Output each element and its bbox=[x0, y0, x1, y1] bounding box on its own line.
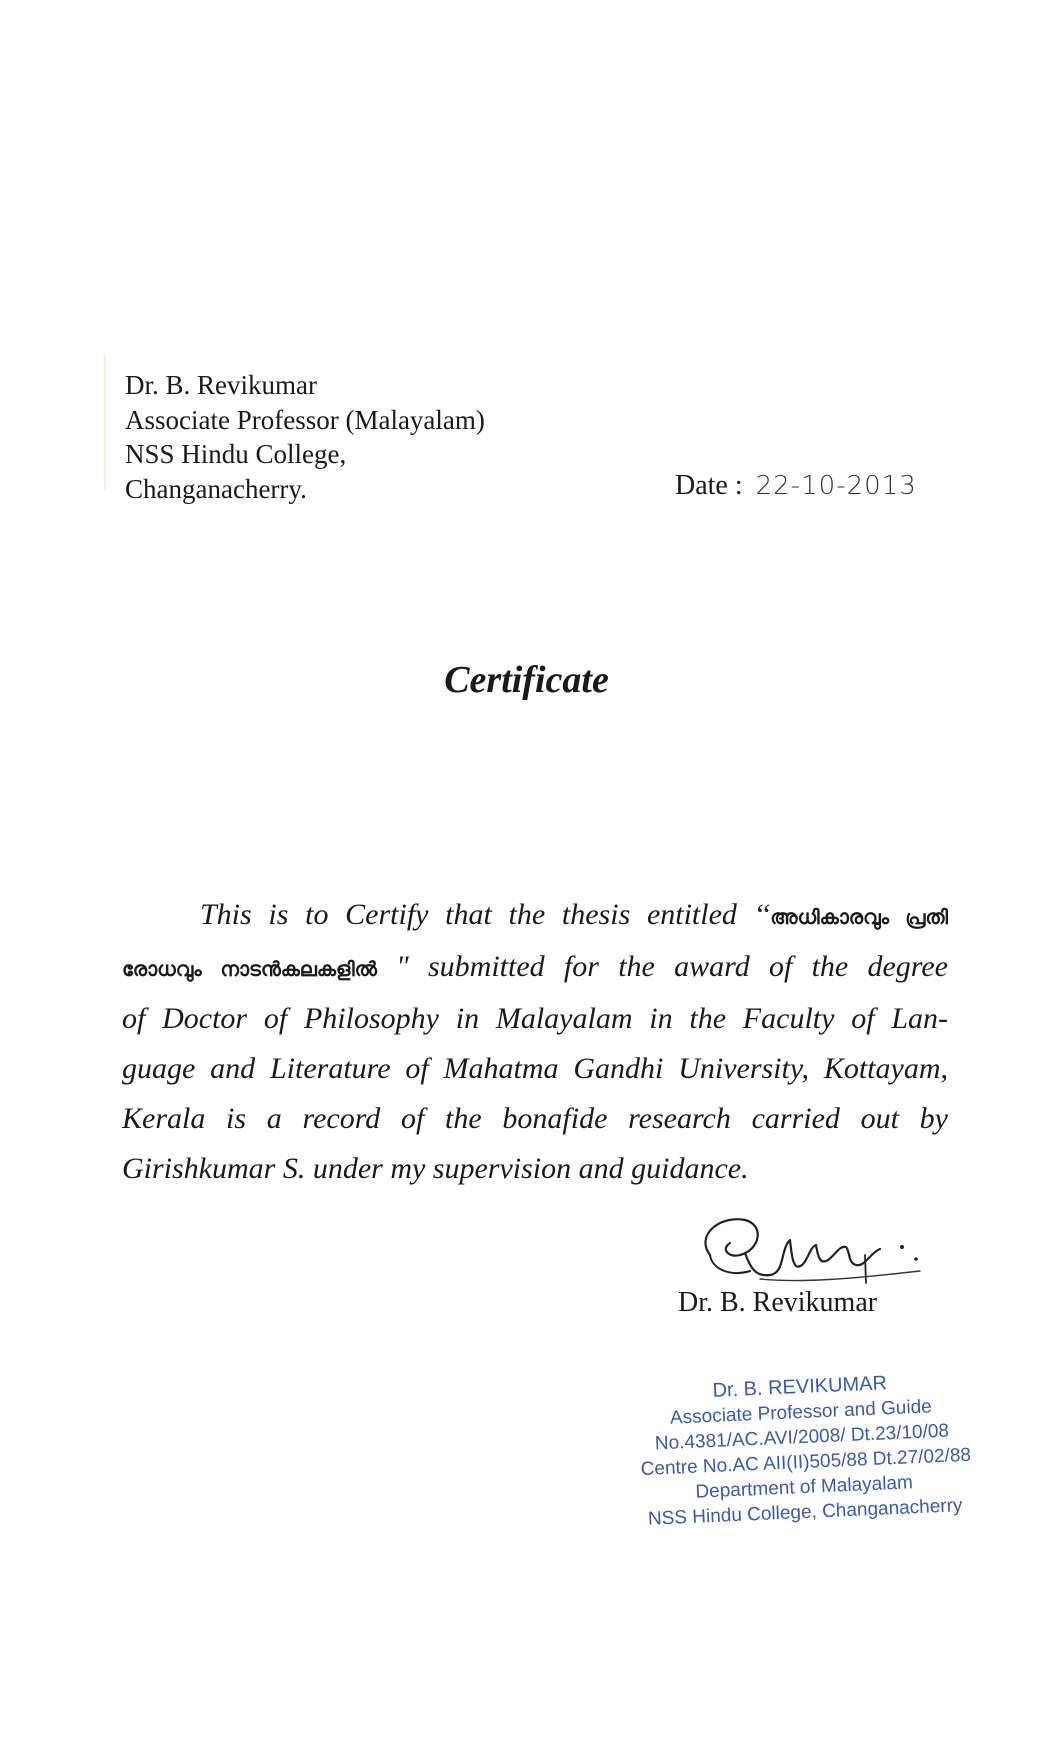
stamp-college: NSS Hindu College, Changanacherry bbox=[647, 1495, 963, 1530]
sender-name: Dr. B. Revikumar bbox=[125, 370, 317, 400]
sender-college: NSS Hindu College, bbox=[125, 439, 347, 469]
official-stamp bbox=[637, 1368, 972, 1532]
handwritten-signature bbox=[690, 1205, 930, 1295]
thesis-title-malayalam-part1: അധികാരവും പ്രതി bbox=[770, 905, 948, 929]
body-line-5: Kerala is a record of the bonafide research carried out by bbox=[122, 1102, 948, 1135]
stamp-reference-2: Centre No.AC AII(II)505/88 Dt.27/02/88 bbox=[640, 1444, 972, 1481]
certificate-title: Certificate bbox=[444, 659, 609, 701]
body-line-3: of Doctor of Philosophy in Malayalam in the Faculty of Lan- bbox=[122, 1002, 948, 1035]
body-line-2 bbox=[122, 942, 948, 994]
date-label: Date : bbox=[675, 470, 743, 501]
body-line-1-text: This is to Certify that the thesis entitled ‘‘ bbox=[200, 898, 771, 931]
body-line-2-text: " submitted for the award of the degree bbox=[376, 950, 948, 983]
stamp-name: Dr. B. REVIKUMAR bbox=[712, 1372, 888, 1402]
sender-designation: Associate Professor (Malayalam) bbox=[125, 404, 485, 435]
scan-edge-mark bbox=[104, 355, 106, 490]
body-line-1 bbox=[122, 890, 948, 942]
sender-address-block bbox=[125, 368, 485, 506]
stamp-title: Associate Professor and Guide bbox=[669, 1396, 933, 1429]
thesis-title-malayalam-part2: രോധവും നാടൻകലകളിൽ bbox=[122, 957, 377, 981]
stamp-reference-1: No.4381/AC.AVI/2008/ Dt.23/10/08 bbox=[654, 1420, 950, 1455]
sender-place: Changanacherry. bbox=[125, 473, 307, 504]
body-line-4: guage and Literature of Mahatma Gandhi University, Kottayam, bbox=[122, 1052, 948, 1085]
date-value-handwritten: 22-10-2013 bbox=[755, 471, 917, 501]
date-line bbox=[675, 470, 917, 502]
signatory-name: Dr. B. Revikumar bbox=[678, 1287, 878, 1318]
body-line-6: Girishkumar S. under my supervision and guidance. bbox=[122, 1152, 749, 1185]
stamp-department: Department of Malayalam bbox=[695, 1472, 914, 1503]
certificate-body bbox=[122, 890, 948, 1194]
